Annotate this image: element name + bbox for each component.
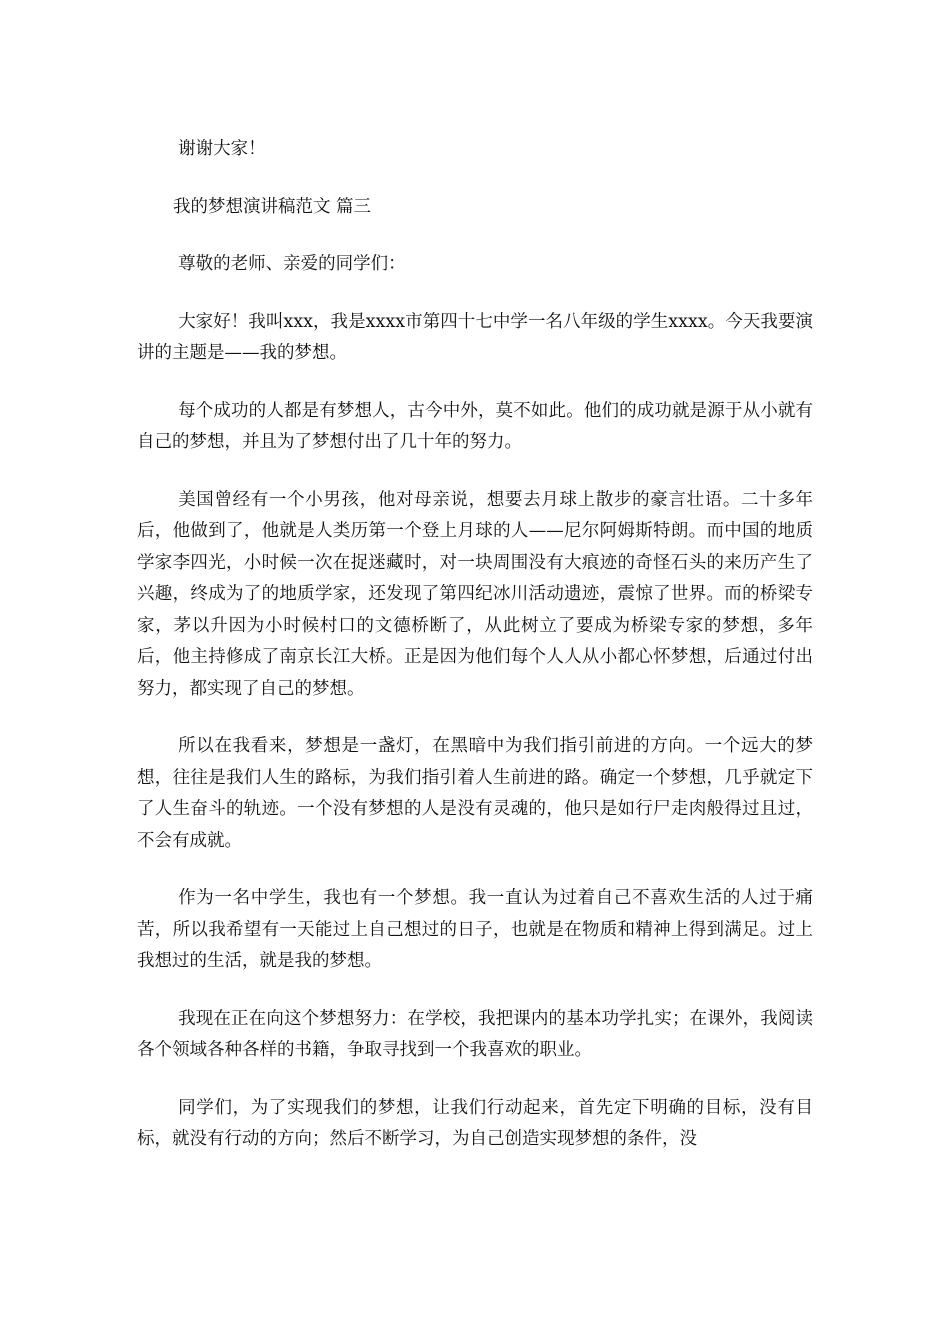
document-body [137, 134, 813, 1182]
salutation: 尊敬的老师、亲爱的同学们： [178, 254, 406, 274]
paragraph: 每个成功的人都是有梦想人，古今中外，莫不如此。他们的成功就是源于从小就有自己的梦想，并且为了梦想付出了几十年的努力。 [137, 400, 813, 452]
paragraph: 同学们，为了实现我们的梦想，让我们行动起来，首先定下明确的目标，没有目标，就没有行动的方向；然后不断学习，为自己创造实现梦想的条件，没 [137, 1097, 813, 1149]
paragraph: 大家好！我叫xxx，我是xxxx市第四十七中学一名八年级的学生xxxx。今天我要演讲的主题是——我的梦想。 [137, 311, 813, 363]
paragraph: 所以在我看来，梦想是一盏灯，在黑暗中为我们指引前进的方向。一个远大的梦想，往往是我们人生的路标，为我们指引着人生前进的路。确定一个梦想，几乎就定下了人生奋斗的轨迹。一个没有梦想的人是没有灵魂的，他只是如行尸走肉般得过且过，不会有成就。 [137, 736, 813, 851]
paragraph: 美国曾经有一个小男孩，他对母亲说，想要去月球上散步的豪言壮语。二十多年后，他做到了，他就是人类历第一个登上月球的人——尼尔阿姆斯特朗。而中国的地质学家李四光，小时候一次在捉迷藏时，对一块周围没有大痕迹的奇怪石头的来历产生了兴趣，终成为了的地质学家，还发现了第四纪冰川活动遗迹，震惊了世界。而的桥梁专家，茅以升因为小时候村口的文德桥断了，从此树立了要成为桥梁专家的梦想，多年后，他主持修成了南京长江大桥。正是因为他们每个人人从小都心怀梦想，后通过付出努力，都实现了自己的梦想。 [137, 489, 813, 699]
paragraph: 我现在正在向这个梦想努力：在学校，我把课内的基本功学扎实；在课外，我阅读各个领域各种各样的书籍，争取寻找到一个我喜欢的职业。 [137, 1008, 813, 1060]
section-title: 我的梦想演讲稿范文 篇三 [173, 196, 372, 217]
closing-line: 谢谢大家！ [178, 139, 266, 159]
paragraph: 作为一名中学生，我也有一个梦想。我一直认为过着自己不喜欢生活的人过于痛苦，所以我希望有一天能过上自己想过的日子，也就是在物质和精神上得到满足。过上我想过的生活，就是我的梦想。 [137, 888, 813, 971]
